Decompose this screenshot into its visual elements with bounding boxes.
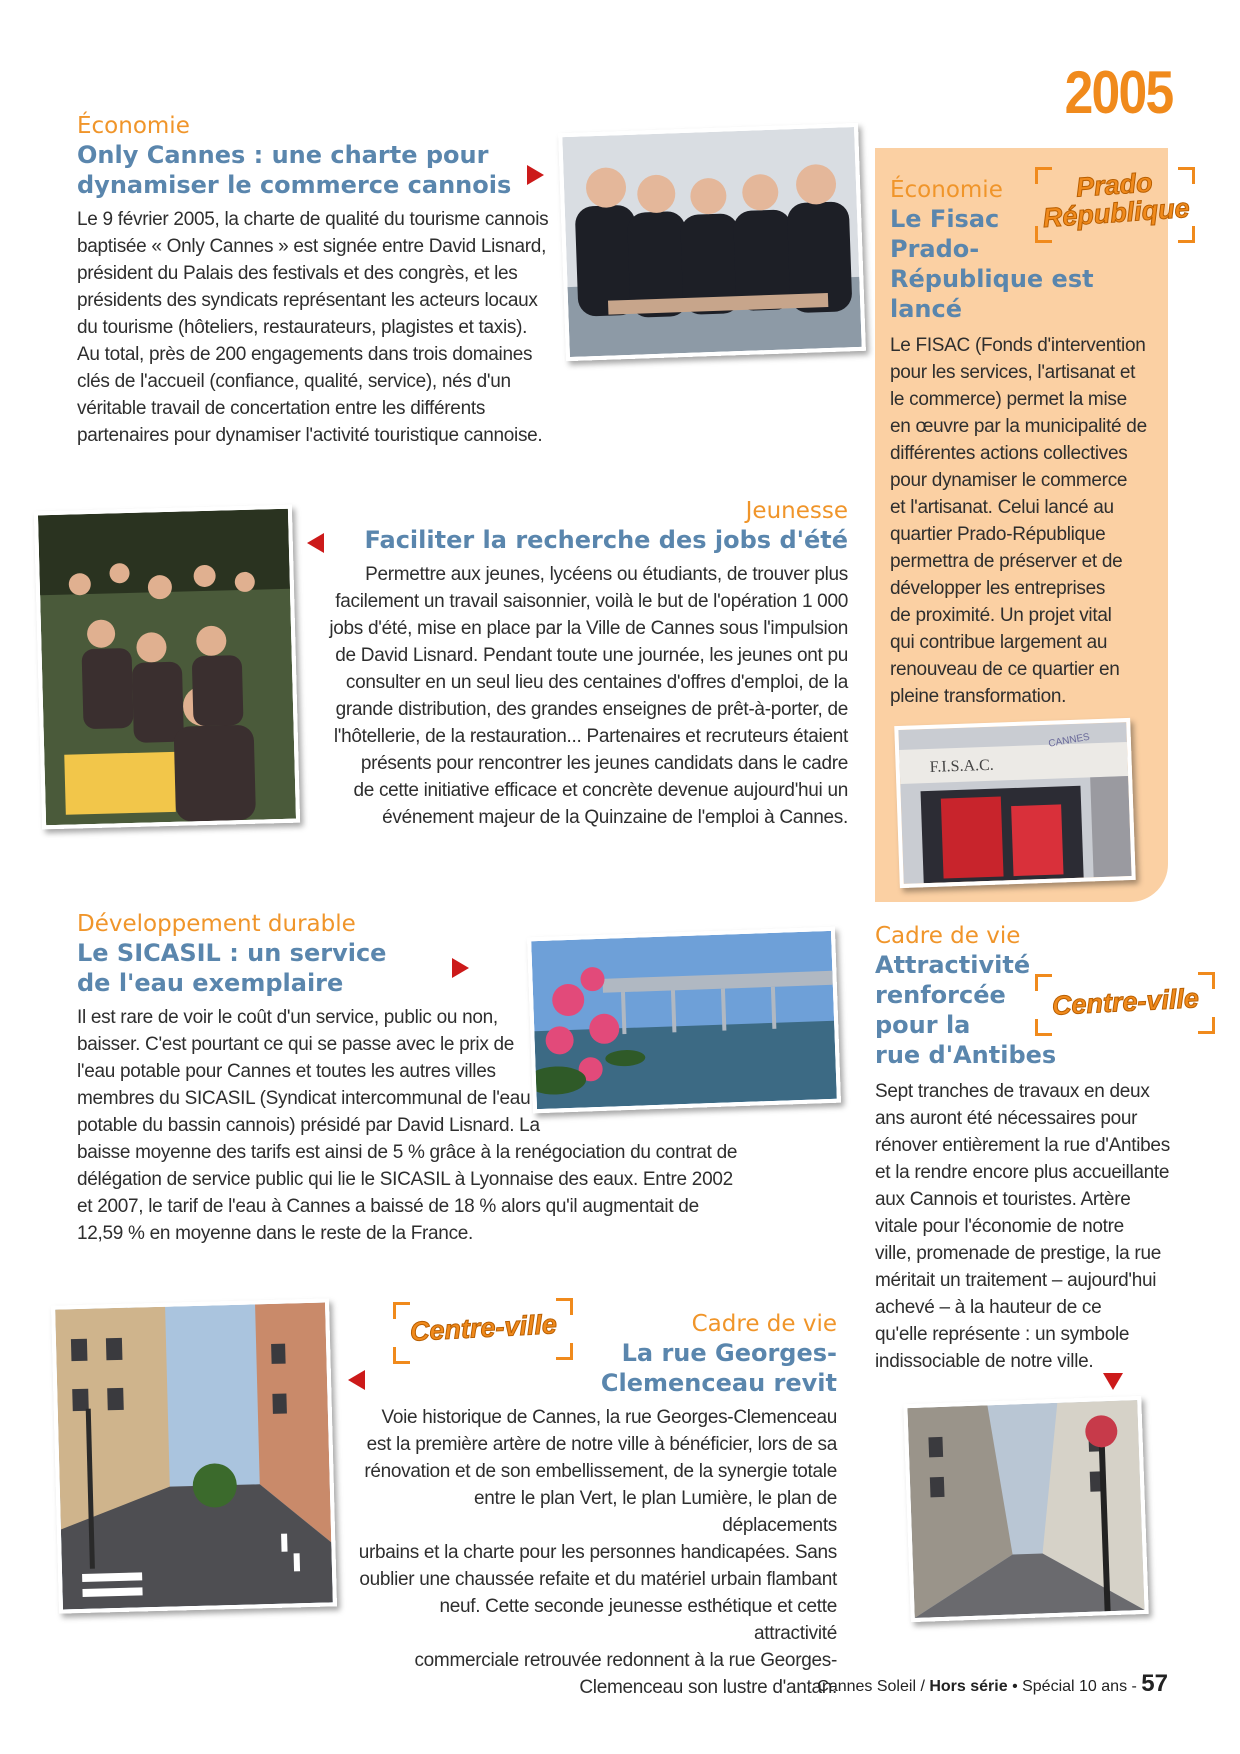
article-jobs-ete — [320, 497, 848, 831]
bracket-icon — [1178, 226, 1195, 243]
body-line: commerciale retrouvée redonnent à la rue Georges- — [414, 1650, 837, 1671]
footer-publication: Cannes Soleil / — [817, 1678, 925, 1695]
body-line: baisser. C'est pourtant ce qui se passe avec le prix de — [77, 1034, 515, 1055]
body-line: Voie historique de Cannes, la rue Georges-Clemenceau — [381, 1407, 837, 1428]
body-line: ans auront été nécessaires pour — [875, 1108, 1138, 1129]
body-line: Il est rare de voir le coût d'un service, public ou non, — [77, 1007, 498, 1028]
body-line: pour dynamiser le commerce — [890, 470, 1128, 491]
body-line: grande distribution, des grandes enseignes de prêt-à-porter, de — [335, 699, 848, 720]
page-number: 57 — [1141, 1670, 1168, 1697]
title-line: Le SICASIL : un service — [77, 939, 387, 967]
body-line: délégation de service public qui lie le SICASIL à Lyonnaise des eaux. Entre 2002 — [77, 1169, 733, 1190]
title-line: rue d'Antibes — [875, 1041, 1057, 1069]
body-line: baptisée « Only Cannes » est signée entre David Lisnard, — [77, 236, 547, 257]
title-line: Attractivité — [875, 951, 1031, 979]
article-body — [890, 332, 1160, 710]
body-line: en œuvre par la municipalité de — [890, 416, 1147, 437]
photo-fisac-image — [898, 722, 1131, 884]
article-title: Faciliter la recherche des jobs d'été — [364, 526, 848, 554]
body-line: véritable travail de concertation entre les différents — [77, 398, 486, 419]
title-line: dynamiser le commerce cannois — [77, 171, 512, 199]
body-line: l'eau potable pour Cannes et toutes les autres villes — [77, 1061, 496, 1082]
article-category: Développement durable — [77, 911, 356, 937]
body-line: de David Lisnard. Pendant toute une journée, les jeunes ont pu — [335, 645, 848, 666]
title-line: Only Cannes : une charte pour — [77, 141, 489, 169]
stamp-text: Centre-ville — [409, 1309, 558, 1347]
body-line: vitale pour l'économie de notre — [875, 1216, 1124, 1237]
body-line: aux Cannois et touristes. Artère — [875, 1189, 1131, 1210]
body-line: pleine transformation. — [890, 686, 1067, 707]
body-line: du tourisme (hôteliers, restaurateurs, plagistes et taxis). — [77, 317, 528, 338]
photo-job-fair — [34, 505, 300, 830]
photo-rue-clemenceau — [51, 1298, 337, 1613]
article-title — [355, 1338, 837, 1398]
body-line: quartier Prado-République — [890, 524, 1106, 545]
article-only-cannes — [77, 112, 557, 449]
title-line: Le Fisac — [890, 205, 1000, 233]
body-line: oublier une chaussée refaite et du matériel urbain flambant — [359, 1569, 837, 1590]
title-line: Prado- — [890, 235, 980, 263]
body-line: et l'artisanat. Celui lancé au — [890, 497, 1114, 518]
title-line: République est — [890, 265, 1094, 293]
title-line: lancé — [890, 295, 963, 323]
body-line: potable du bassin cannois) présidé par David Lisnard. La — [77, 1115, 540, 1136]
body-line: consulter en un seul lieu des centaines d'offres d'emploi, de la — [345, 672, 848, 693]
body-line: est la première artère de notre ville à bénéficier, lors de sa — [366, 1434, 837, 1455]
title-line: La rue Georges- — [621, 1339, 837, 1367]
body-line: de proximité. Un projet vital — [890, 605, 1112, 626]
body-line: présents pour rencontrer les jeunes candidats dans le cadre — [360, 753, 848, 774]
article-body — [77, 206, 557, 449]
body-line: Permettre aux jeunes, lycéens ou étudiants, de trouver plus — [365, 564, 848, 585]
stamp-line: République — [1041, 192, 1191, 234]
body-line: rénovation et de son embellissement, de la synergie totale — [364, 1461, 837, 1482]
photo-water-image — [531, 931, 837, 1109]
bracket-icon — [1198, 1017, 1215, 1034]
body-line: l'hôtellerie, de la restauration... Partenaires et recruteurs étaient — [333, 726, 848, 747]
article-fisac — [890, 176, 1160, 710]
body-line: qu'elle représente : un symbole — [875, 1324, 1130, 1345]
body-line: rénover entièrement la rue d'Antibes — [875, 1135, 1170, 1156]
body-line: clés de l'accueil (confiance, qualité, service), nés d'un — [77, 371, 511, 392]
body-line: événement majeur de la Quinzaine de l'emploi à Cannes. — [382, 807, 848, 828]
body-line: Le 9 février 2005, la charte de qualité du tourisme cannois — [77, 209, 549, 230]
photo-clemenceau-image — [55, 1303, 333, 1610]
body-line: renouveau de ce quartier en — [890, 659, 1120, 680]
article-category: Économie — [77, 113, 190, 139]
body-line: neuf. Cette seconde jeunesse esthétique et cette attractivité — [439, 1596, 837, 1644]
body-line: urbains et la charte pour les personnes handicapées. Sans — [358, 1542, 837, 1563]
stamp-text: Centre-ville — [1051, 983, 1200, 1021]
body-line: membres du SICASIL (Syndicat intercommunal de l'eau — [77, 1088, 531, 1109]
body-line: méritait un traitement – aujourd'hui — [875, 1270, 1157, 1291]
article-body — [355, 1404, 837, 1701]
arrow-right-icon — [527, 165, 544, 185]
body-line: président du Palais des festivals et des congrès, et les — [77, 263, 518, 284]
body-line: de cette initiative efficace et concrète devenue aujourd'hui un — [353, 780, 848, 801]
article-rue-clemenceau — [355, 1310, 837, 1701]
photo-rue-antibes — [903, 1396, 1148, 1622]
page-year: 2005 — [1064, 59, 1172, 126]
photo-rue-antibes-image — [907, 1400, 1144, 1618]
article-body — [875, 1078, 1175, 1375]
body-line: permettra de préserver et de — [890, 551, 1123, 572]
article-rue-antibes — [875, 922, 1175, 1375]
body-line: entre le plan Vert, le plan Lumière, le plan de déplacements — [474, 1488, 837, 1536]
body-line: ville, promenade de prestige, la rue — [875, 1243, 1161, 1264]
body-line: le commerce) permet la mise — [890, 389, 1127, 410]
article-title — [875, 950, 1175, 1070]
body-line: Sept tranches de travaux en deux — [875, 1081, 1150, 1102]
article-category: Jeunesse — [745, 498, 848, 524]
body-line: baisse moyenne des tarifs est ainsi de 5 % grâce à la renégociation du contrat de — [77, 1142, 738, 1163]
title-line: renforcée — [875, 981, 1006, 1009]
footer-special: • Spécial 10 ans - — [1012, 1678, 1137, 1695]
body-line: qui contribue largement au — [890, 632, 1108, 653]
title-line: de l'eau exemplaire — [77, 969, 344, 997]
title-line: Clemenceau revit — [600, 1369, 837, 1397]
article-category: Économie — [890, 177, 1003, 203]
body-line: développer les entreprises — [890, 578, 1106, 599]
body-line: et 2007, le tarif de l'eau à Cannes a baissé de 18 % alors qu'il augmentait de — [77, 1196, 699, 1217]
photo-officials-signing — [558, 123, 866, 361]
body-line: jobs d'été, mise en place par la Ville de Cannes sous l'impulsion — [329, 618, 848, 639]
body-line: Au total, près de 200 engagements dans trois domaines — [77, 344, 533, 365]
article-title — [77, 140, 557, 200]
body-line: Le FISAC (Fonds d'intervention — [890, 335, 1146, 356]
photo-officials-image — [562, 127, 862, 357]
body-line: et la rendre encore plus accueillante — [875, 1162, 1170, 1183]
page-footer — [817, 1670, 1168, 1698]
photo-sign-text-2: CANNES — [1047, 731, 1091, 750]
article-category: Cadre de vie — [691, 1311, 837, 1337]
article-body — [320, 561, 848, 831]
body-line: pour les services, l'artisanat et — [890, 362, 1136, 383]
body-line: 12,59 % en moyenne dans le reste de la France. — [77, 1223, 474, 1244]
body-line: différentes actions collectives — [890, 443, 1128, 464]
body-line: achevé – à la hauteur de ce — [875, 1297, 1102, 1318]
article-title — [890, 204, 1160, 324]
body-line: partenaires pour dynamiser l'activité touristique cannoise. — [77, 425, 543, 446]
body-line: facilement un travail saisonnier, voilà le but de l'opération 1 000 — [335, 591, 848, 612]
article-category: Cadre de vie — [875, 923, 1021, 949]
body-line: indissociable de notre ville. — [875, 1351, 1094, 1372]
footer-edition: Hors série — [929, 1678, 1008, 1695]
photo-sign-text: F.I.S.A.C. — [929, 756, 995, 776]
body-line: présidents des syndicats représentant les acteurs locaux — [77, 290, 538, 311]
photo-job-fair-image — [38, 509, 296, 825]
photo-fisac-shop — [894, 718, 1136, 888]
photo-water-flowers — [527, 927, 841, 1114]
arrow-down-icon — [1103, 1373, 1123, 1390]
title-line: pour la — [875, 1011, 971, 1039]
arrow-right-icon — [452, 958, 469, 978]
stamp-line: Prado — [1075, 167, 1154, 203]
body-line: Clemenceau son lustre d'antan. — [579, 1677, 837, 1698]
